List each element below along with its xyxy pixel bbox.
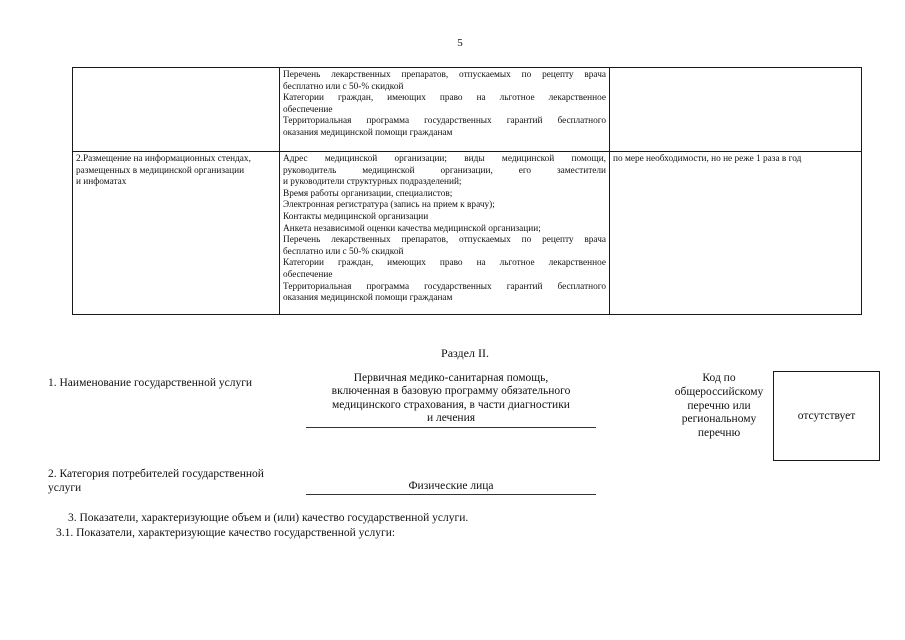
- content-line: Контакты медицинской организации: [283, 211, 429, 222]
- content-line: бесплатно или с 50-% скидкой: [283, 81, 404, 92]
- content-line: Категории граждан, имеющих право на льготное лекарственное: [283, 258, 606, 269]
- service-name-label: 1. Наименование государственной услуги: [48, 377, 253, 389]
- content-line: Перечень лекарственных препаратов, отпускаемых по рецепту врача: [283, 70, 606, 80]
- service-name-line: и лечения: [426, 412, 476, 425]
- code-label-line: перечню: [697, 427, 741, 440]
- page-number: 5: [457, 37, 463, 49]
- content-line: Перечень лекарственных препаратов, отпускаемых по рецепту врача: [283, 235, 606, 246]
- service-name-value: [306, 372, 596, 428]
- indicators-quality-title: 3.1. Показатели, характеризующие качество государственной услуги:: [56, 527, 396, 539]
- indicators-title: 3. Показатели, характеризующие объем и (или) качество государственной услуги.: [68, 512, 469, 524]
- code-value: отсутствует: [797, 410, 856, 422]
- content-line: Территориальная программа государственных гарантий бесплатного: [283, 281, 606, 292]
- content-cell: [280, 152, 610, 315]
- content-line: оказания медицинской помощи гражданам: [283, 293, 453, 304]
- content-line: и руководители структурных подразделений;: [283, 177, 462, 188]
- content-line: Электронная регистратура (запись на прием к врачу);: [283, 200, 495, 211]
- method-cell: [73, 152, 280, 315]
- method-line: 2.Размещение на информационных стендах,: [76, 154, 251, 164]
- content-line: Анкета независимой оценки качества медицинской организации;: [283, 223, 541, 234]
- section-title: Раздел II.: [441, 346, 489, 360]
- table-row: [73, 68, 862, 152]
- consumer-category-value: Физические лица: [306, 479, 596, 495]
- consumer-label-line: 2. Категория потребителей государственной: [48, 468, 264, 480]
- content-cell: [280, 68, 610, 152]
- service-name-line: включенная в базовую программу обязательного: [331, 385, 571, 398]
- content-line: бесплатно или с 50-% скидкой: [283, 246, 404, 257]
- method-line: и инфоматах: [76, 177, 127, 188]
- code-value-box: [773, 371, 880, 461]
- content-line: Адрес медицинской организации; виды медицинской помощи,: [283, 154, 606, 164]
- frequency-cell: [610, 152, 862, 315]
- content-line: руководитель медицинской организации, его заместители: [283, 165, 606, 176]
- content-line: Время работы организации, специалистов;: [283, 188, 453, 199]
- content-line: обеспечение: [283, 104, 333, 115]
- method-cell: [73, 68, 280, 152]
- service-name-line: Первичная медико-санитарная помощь,: [353, 372, 549, 384]
- method-line: размещенных в медицинской организации: [76, 165, 245, 176]
- code-label-line: Код по: [702, 372, 736, 384]
- content-line: оказания медицинской помощи гражданам: [283, 127, 453, 138]
- consumer-label-line: услуги: [48, 482, 82, 494]
- consumer-category-label: [48, 467, 308, 495]
- content-line: Территориальная программа государственных гарантий бесплатного: [283, 116, 606, 127]
- code-label: [658, 372, 780, 441]
- code-label-line: общероссийскому: [674, 385, 764, 398]
- code-label-line: региональному: [681, 413, 757, 426]
- content-line: обеспечение: [283, 269, 333, 280]
- info-table: [72, 67, 862, 315]
- content-line: Категории граждан, имеющих право на льготное лекарственное: [283, 93, 606, 104]
- frequency-text: по мере необходимости, но не реже 1 раза в год: [613, 154, 802, 164]
- frequency-cell: [610, 68, 862, 152]
- service-name-line: медицинского страхования, в части диагностики: [332, 398, 570, 411]
- code-label-line: перечню или: [687, 399, 751, 412]
- table-row: [73, 152, 862, 315]
